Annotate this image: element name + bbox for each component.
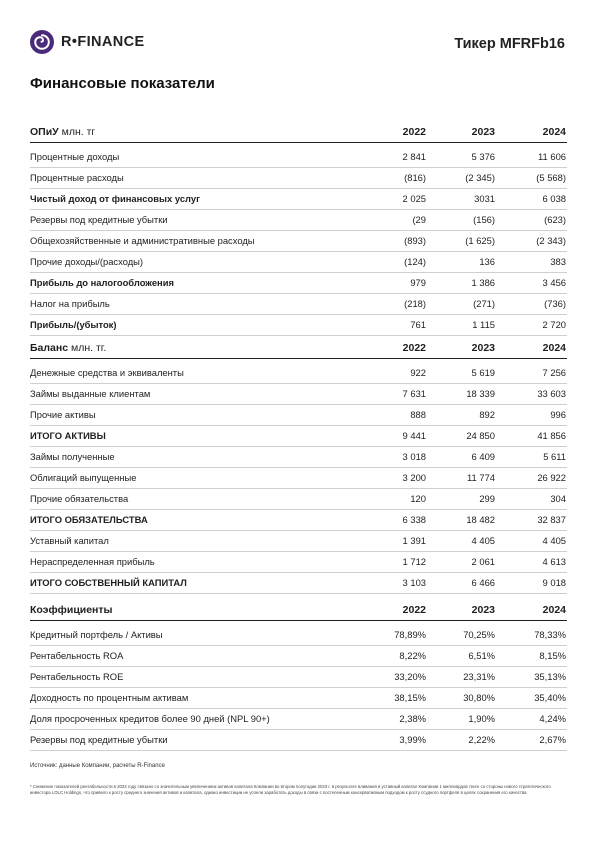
row-label: Прочие доходы/(расходы) (30, 256, 144, 267)
row-label: Налог на прибыль (30, 298, 110, 309)
row-value: 35,40% (534, 692, 566, 703)
row-value: 33 603 (537, 388, 566, 399)
row-value: 1 386 (471, 277, 495, 288)
table-row (30, 625, 567, 646)
row-value: 32 837 (537, 514, 566, 525)
row-value: 2 841 (402, 151, 426, 162)
row-label: Рентабельность ROA (30, 650, 124, 661)
row-value: 33,20% (394, 671, 426, 682)
row-value: 3 018 (402, 451, 426, 462)
table-title-text: Баланс (30, 342, 69, 354)
row-value: (156) (473, 214, 495, 225)
row-value: 2,67% (539, 734, 566, 745)
table-row (30, 168, 567, 189)
source-note: Источник: данные Компании, расчеты R-Finance (30, 763, 165, 769)
row-label: Чистый доход от финансовых услуг (30, 193, 200, 204)
year-header: 2022 (402, 126, 426, 138)
row-value: 761 (410, 319, 426, 330)
row-label: Займы выданные клиентам (30, 388, 151, 399)
table-row (30, 730, 567, 751)
income-statement-table (30, 120, 567, 336)
row-value: 888 (410, 409, 426, 420)
row-value: 11 606 (538, 151, 566, 162)
row-value: 35,13% (534, 671, 566, 682)
row-value: 3 456 (542, 277, 566, 288)
row-value: 4 405 (542, 535, 566, 546)
row-value: 8,15% (539, 650, 566, 661)
row-value: 6 338 (402, 514, 426, 525)
row-label: Резервы под кредитные убытки (30, 214, 168, 225)
table-row (30, 315, 567, 336)
table-row (30, 294, 567, 315)
table-title (30, 598, 113, 622)
row-value: 3,99% (399, 734, 426, 745)
table-row (30, 688, 567, 709)
table-row (30, 231, 567, 252)
table-row (30, 384, 567, 405)
table-title (30, 120, 95, 144)
row-value: 7 256 (542, 367, 566, 378)
row-value: 3 103 (402, 577, 426, 588)
row-value: 304 (550, 493, 566, 504)
row-value: 299 (479, 493, 495, 504)
row-value: 2 025 (402, 193, 426, 204)
table-unit: млн. тг (58, 126, 96, 138)
page-header (30, 30, 565, 58)
year-header: 2023 (471, 604, 495, 616)
year-header: 2023 (471, 342, 495, 354)
table-row (30, 147, 567, 168)
row-label: Прибыль/(убыток) (30, 319, 117, 330)
row-label: ИТОГО АКТИВЫ (30, 430, 106, 441)
table-row (30, 468, 567, 489)
row-label: Кредитный портфель / Активы (30, 629, 163, 640)
table-row (30, 273, 567, 294)
row-value: (218) (404, 298, 426, 309)
row-label: Рентабельность ROE (30, 671, 124, 682)
balance-sheet-table (30, 336, 567, 594)
row-value: (893) (404, 235, 426, 246)
row-value: (736) (544, 298, 566, 309)
table-row (30, 646, 567, 667)
row-label: Прибыль до налогообложения (30, 277, 174, 288)
footnote: * Снижение показателей рентабельности в 2023 году связано со значительным увеличением активов капитала Компании во втором полугодии 2023 г. в результате вливания в уставный капитал Компании 1 миллиардов тенге со стороны нового стратегического инвестора LOLC Holdings, что привело к росту среднего значения активов и капитала, однако инвестиции не успели заработать доходы в связи с постепенным консервативным подходом к росту ссудного портфеля в целях сохранения его качества (30, 784, 551, 796)
row-value: (1 625) (465, 235, 495, 246)
row-value: 136 (479, 256, 495, 267)
row-value: 3031 (474, 193, 495, 204)
row-label: Денежные средства и эквиваленты (30, 367, 184, 378)
row-label: Займы полученные (30, 451, 115, 462)
year-header: 2022 (402, 342, 426, 354)
page-title: Финансовые показатели (30, 75, 215, 92)
row-label: Нераспределенная прибыль (30, 556, 155, 567)
row-value: 3 200 (402, 472, 426, 483)
row-value: (5 568) (536, 172, 566, 183)
year-header: 2024 (542, 126, 566, 138)
row-value: 5 619 (471, 367, 495, 378)
logo-text: R•FINANCE (61, 34, 145, 50)
row-value: 24 850 (466, 430, 495, 441)
row-label: ИТОГО СОБСТВЕННЫЙ КАПИТАЛ (30, 577, 187, 588)
row-value: (124) (404, 256, 426, 267)
row-value: 1 712 (402, 556, 426, 567)
row-label: Доходность по процентным активам (30, 692, 189, 703)
row-label: Прочие обязательства (30, 493, 129, 504)
table-row (30, 510, 567, 531)
row-value: 6 409 (471, 451, 495, 462)
year-header: 2022 (402, 604, 426, 616)
row-value: (2 345) (465, 172, 495, 183)
row-value: 26 922 (537, 472, 566, 483)
row-value: 4,24% (539, 713, 566, 724)
row-label: Процентные доходы (30, 151, 120, 162)
row-value: 78,89% (394, 629, 426, 640)
row-value: 4 405 (471, 535, 495, 546)
row-value: 996 (550, 409, 566, 420)
row-value: 6 038 (542, 193, 566, 204)
row-value: (816) (404, 172, 426, 183)
row-label: Прочие активы (30, 409, 96, 420)
row-value: 7 631 (402, 388, 426, 399)
table-header-row (30, 336, 567, 359)
row-label: Общехозяйственные и административные расходы (30, 235, 255, 246)
row-value: 922 (410, 367, 426, 378)
table-row (30, 667, 567, 688)
row-label: Процентные расходы (30, 172, 124, 183)
row-value: 30,80% (463, 692, 495, 703)
row-value: 8,22% (399, 650, 426, 661)
row-value: 11 774 (467, 472, 495, 483)
ratios-table (30, 598, 567, 751)
row-value: 120 (410, 493, 426, 504)
row-value: 5 376 (471, 151, 495, 162)
table-row (30, 552, 567, 573)
row-value: 979 (410, 277, 426, 288)
row-value: 2 061 (471, 556, 495, 567)
table-row (30, 252, 567, 273)
row-label: Облигаций выпущенные (30, 472, 137, 483)
row-value: 5 611 (543, 451, 566, 462)
table-row (30, 709, 567, 730)
table-row (30, 426, 567, 447)
year-header: 2023 (471, 126, 495, 138)
table-row (30, 189, 567, 210)
row-value: 6 466 (471, 577, 495, 588)
row-label: ИТОГО ОБЯЗАТЕЛЬСТВА (30, 514, 148, 525)
row-value: 41 856 (537, 430, 566, 441)
table-title-text: Коэффициенты (30, 604, 113, 616)
table-row (30, 489, 567, 510)
row-value: 70,25% (463, 629, 495, 640)
row-value: (623) (544, 214, 566, 225)
table-title (30, 336, 106, 360)
row-value: (29 (412, 214, 426, 225)
table-header-row (30, 598, 567, 621)
row-value: 18 482 (466, 514, 495, 525)
table-unit: млн. тг. (68, 342, 107, 354)
row-value: 1,90% (468, 713, 495, 724)
table-row (30, 405, 567, 426)
row-value: (2 343) (536, 235, 566, 246)
year-header: 2024 (542, 604, 566, 616)
row-value: 6,51% (468, 650, 495, 661)
table-row (30, 531, 567, 552)
year-header: 2024 (542, 342, 566, 354)
table-row (30, 573, 567, 594)
table-row (30, 447, 567, 468)
row-label: Резервы под кредитные убытки (30, 734, 168, 745)
logo-spiral-icon (30, 30, 54, 54)
table-title-text: ОПиУ (30, 126, 59, 138)
row-label: Доля просроченных кредитов более 90 дней (NPL 90+) (30, 713, 270, 724)
row-value: 1 115 (472, 319, 495, 330)
row-value: 9 018 (542, 577, 566, 588)
row-value: 78,33% (534, 629, 566, 640)
row-label: Уставный капитал (30, 535, 109, 546)
table-row (30, 210, 567, 231)
row-value: 18 339 (466, 388, 495, 399)
row-value: 4 613 (542, 556, 566, 567)
ticker-label: Тикер MFRFb16 (454, 36, 565, 52)
table-header-row (30, 120, 567, 143)
row-value: 2,38% (399, 713, 426, 724)
row-value: 892 (479, 409, 495, 420)
row-value: 1 391 (402, 535, 426, 546)
row-value: 383 (550, 256, 566, 267)
row-value: 9 441 (402, 430, 426, 441)
row-value: 23,31% (463, 671, 495, 682)
table-row (30, 363, 567, 384)
logo[interactable] (30, 30, 145, 54)
row-value: (271) (473, 298, 495, 309)
row-value: 38,15% (394, 692, 426, 703)
row-value: 2 720 (542, 319, 566, 330)
row-value: 2,22% (468, 734, 495, 745)
